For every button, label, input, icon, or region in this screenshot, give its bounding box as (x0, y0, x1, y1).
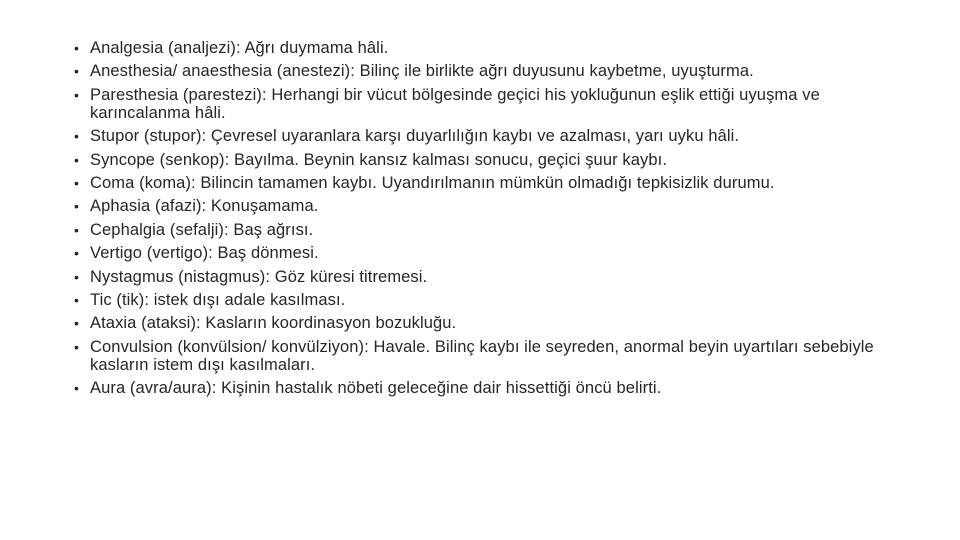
bullet: • (74, 86, 80, 103)
bullet: • (74, 315, 80, 332)
item-text: Nystagmus (nistagmus): Göz küresi titremesi. (90, 267, 428, 286)
bullet: • (74, 338, 80, 355)
item-text: Paresthesia (parestezi): Herhangi bir vücut bölgesinde geçici his yokluğunun eşlik ettiği uyuşma ve karıncalanma hâli. (90, 85, 820, 122)
list-item (74, 39, 894, 57)
list-item (74, 174, 894, 192)
list-item (74, 291, 894, 309)
item-text: Coma (koma): Bilincin tamamen kaybı. Uyandırılmanın mümkün olmadığı tepkisizlik durumu. (90, 173, 775, 192)
item-text: Convulsion (konvülsion/ konvülziyon): Havale. Bilinç kaybı ile seyreden, anormal beyin uyartıları sebebiyle kasların istem dışı kasılmaları. (90, 337, 874, 374)
bullet: • (74, 291, 80, 308)
list-item (74, 268, 894, 286)
bullet: • (74, 380, 80, 397)
list-item (74, 221, 894, 239)
list-item (74, 197, 894, 215)
list-item (74, 151, 894, 169)
bullet: • (74, 245, 80, 262)
bullet: • (74, 40, 80, 56)
bullet: • (74, 63, 80, 80)
bullet: • (74, 151, 80, 168)
list-item (74, 379, 894, 397)
list-item (74, 127, 894, 145)
list-item (74, 86, 894, 122)
bullet: • (74, 268, 80, 285)
item-text: Tic (tik): istek dışı adale kasılması. (90, 290, 346, 309)
bullet: • (74, 221, 80, 238)
term-list (74, 39, 894, 402)
item-text: Analgesia (analjezi): Ağrı duymama hâli. (90, 39, 389, 57)
item-text: Syncope (senkop): Bayılma. Beynin kansız kalması sonucu, geçici şuur kaybı. (90, 150, 668, 169)
item-text: Aphasia (afazi): Konuşamama. (90, 197, 319, 216)
item-text: Ataxia (ataksi): Kasların koordinasyon bozukluğu. (90, 314, 457, 333)
item-text: Aura (avra/aura): Kişinin hastalık nöbeti geleceğine dair hissettiği öncü belirti. (90, 379, 662, 398)
list-item (74, 244, 894, 262)
item-text: Stupor (stupor): Çevresel uyaranlara karşı duyarlılığın kaybı ve azalması, yarı uyku hâli. (90, 127, 740, 146)
list-item (74, 338, 894, 374)
item-text: Anesthesia/ anaesthesia (anestezi): Bilinç ile birlikte ağrı duyusunu kaybetme, uyuşturma. (90, 62, 754, 81)
item-text: Cephalgia (sefalji): Baş ağrısı. (90, 220, 314, 239)
item-text: Vertigo (vertigo): Baş dönmesi. (90, 244, 319, 263)
bullet: • (74, 128, 80, 145)
bullet: • (74, 174, 80, 191)
list-item (74, 62, 894, 80)
list-item (74, 314, 894, 332)
bullet: • (74, 198, 80, 215)
